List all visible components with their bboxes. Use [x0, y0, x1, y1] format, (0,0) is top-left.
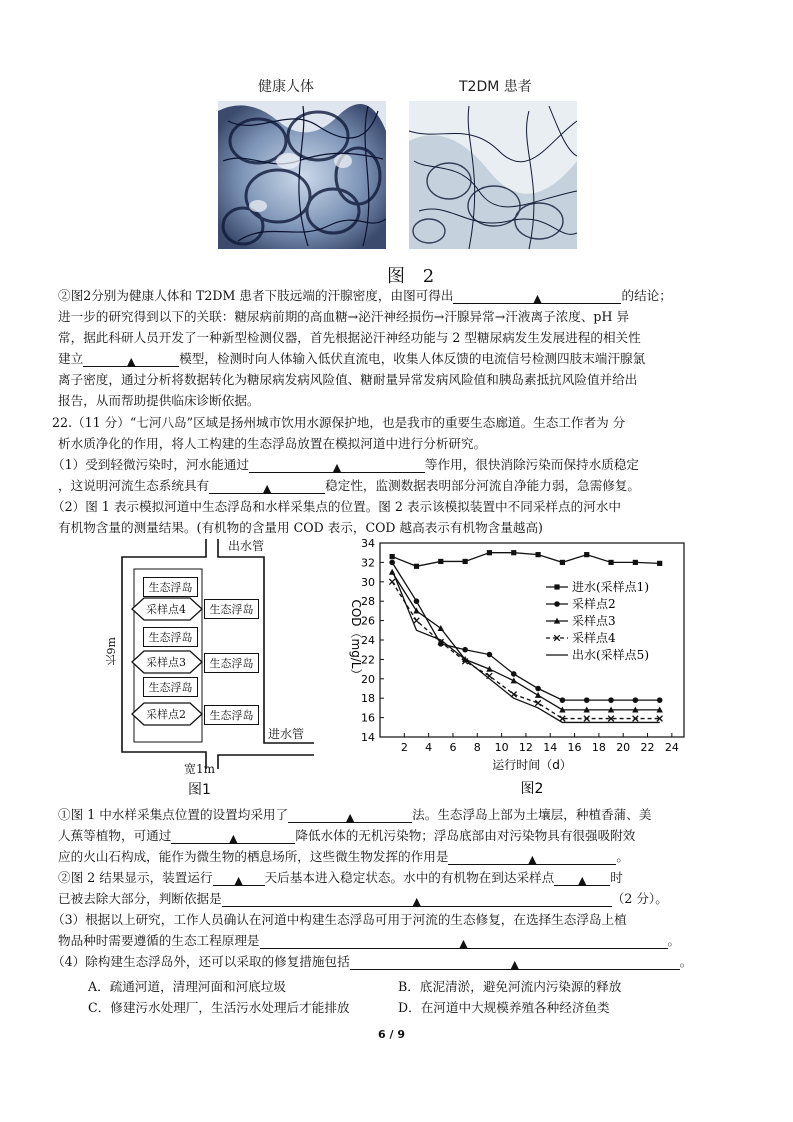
q22-cont-line4: ②图 2 结果显示，装置运行 ▲ 天后基本进入稳定状态。水中的有机物在到达采样点 ▲ 时 [58, 870, 623, 887]
answer-blank-microbe-role[interactable]: ▲ [448, 850, 616, 865]
option-c[interactable]: C．修建污水处理厂，生活污水处理后才能排放 [88, 1000, 350, 1015]
legend-label-2: 采样点2 [572, 597, 616, 611]
legend-label-5: 出水(采样点5) [572, 648, 649, 662]
micrograph-t2dm [409, 101, 577, 249]
cod-line-chart [336, 537, 696, 800]
answer-blank-model[interactable]: ▲ [83, 352, 179, 367]
q22-line4: ，这说明河流生态系统具有 ▲ 稳定性，监测数据表明部分河流自净能力弱，急需修复。 [58, 478, 640, 495]
series-1-point [584, 552, 589, 557]
length-label: 长9m [105, 637, 118, 666]
q22-line2: 析水质净化的作用，将人工构建的生态浮岛放置在模拟河道中进行分析研究。 [58, 436, 487, 451]
q22-cont-line3: 应的火山石构成，能作为微生物的栖息场所，这些微生物发挥的作用是 ▲ 。 [58, 849, 629, 866]
x-tick-label: 22 [640, 741, 655, 754]
series-2-point [560, 697, 566, 703]
legend-label-1: 进水(采样点1) [572, 580, 649, 594]
answer-blank-days[interactable]: ▲ [213, 871, 265, 886]
series-2-point [657, 697, 663, 703]
chart-plot-frame [380, 543, 684, 737]
micrograph-healthy [218, 101, 386, 249]
floating-island-1: 生态浮岛 [143, 577, 198, 597]
outlet-pipe-label: 出水管 [228, 539, 265, 553]
y-tick-label: 32 [361, 556, 375, 570]
floating-island-3: 生态浮岛 [143, 677, 198, 697]
series-2-point [633, 697, 639, 703]
figure2-caption: 图 2 [387, 266, 441, 287]
y-tick-label: 22 [361, 653, 375, 667]
series-1-point [633, 560, 638, 565]
x-tick-label: 12 [518, 741, 533, 754]
diagram-channel [105, 537, 318, 800]
answer-blank-stability[interactable]: ▲ [209, 479, 325, 494]
width-label: 宽1m [184, 762, 216, 776]
series-2-point [584, 697, 590, 703]
series-3-point [438, 625, 444, 631]
y-tick-label: 34 [361, 537, 375, 550]
floating-island-6: 生态浮岛 [204, 705, 259, 725]
y-tick-label: 26 [361, 614, 375, 628]
q22-line5: （2）图 1 表示模拟河道中生态浮岛和水样采集点的位置。图 2 表示该模拟装置中不同采样点的河水中 [52, 499, 621, 514]
y-tick-label: 18 [361, 692, 375, 706]
series-2-point [535, 686, 541, 692]
series-1-point [608, 560, 613, 565]
answer-blank-conclusion[interactable]: ▲ [453, 289, 621, 304]
series-1-point [487, 550, 492, 555]
answer-blank-sample-point[interactable]: ▲ [554, 871, 610, 886]
q21-line4: 建立 ▲ 模型，检测时向人体输入低伏直流电，收集人体反馈的电流信号检测四肢末端汗腺氯 [58, 351, 646, 368]
q22-cont-line5: 已被去除大部分，判断依据是 ▲ （2 分）。 [58, 891, 668, 908]
option-d[interactable]: D．在河道中大规模养殖各种经济鱼类 [398, 1000, 610, 1015]
x-tick-label: 18 [591, 741, 606, 754]
series-2-point [462, 647, 468, 653]
x-tick-label: 16 [567, 741, 582, 754]
q22-line6: 有机物含量的测量结果。(有机物的含量用 COD 表示，COD 越高表示有机物含量越高) [58, 520, 543, 535]
q22-line1: 22.（11 分）“七河八岛”区域是扬州城市饮用水源保护地，也是我市的重要生态廊道。生态工作者为 分 [52, 415, 626, 430]
series-1-point [390, 554, 395, 559]
y-tick-label: 24 [361, 634, 375, 647]
answer-blank-basis[interactable]: ▲ [222, 892, 612, 907]
answer-blank-absorption[interactable]: ▲ [171, 829, 295, 844]
x-tick-label: 24 [664, 741, 679, 754]
answer-blank-self-purification[interactable]: ▲ [249, 458, 425, 473]
x-tick-label: 14 [543, 741, 558, 754]
series-1-point [511, 550, 516, 555]
sample-point-4: 采样点4 [146, 603, 186, 616]
series-1-point [463, 559, 468, 564]
q22-cont-line1: ①图 1 中水样采集点位置的设置均采用了 ▲ 法。生态浮岛上部为土壤层，种植香蒲、美 [58, 807, 652, 824]
series-1-point [657, 561, 662, 566]
floating-island-4: 生态浮岛 [204, 599, 259, 619]
floating-island-5: 生态浮岛 [204, 653, 259, 673]
floating-island-2: 生态浮岛 [143, 627, 198, 647]
q22-cont-line7: 物品种时需要遵循的生态工程原理是 ▲ 。 [58, 933, 681, 950]
q21-line3: 常，据此科研人员开发了一种新型检测仪器，首先根据泌汗神经功能与 2 型糖尿病发生发展进程的相关性 [58, 330, 641, 345]
series-1-point [438, 559, 443, 564]
inlet-pipe-label: 进水管 [268, 727, 305, 741]
series-1-point [535, 552, 540, 557]
legend-marker-1 [554, 584, 559, 589]
series-2-point [389, 560, 395, 566]
series-line-1 [392, 553, 660, 567]
q22-line3: （1）受到轻微污染时，河水能通过 ▲ 等作用，很快消除污染而保持水质稳定 [52, 457, 640, 474]
label-t2dm: T2DM 患者 [459, 79, 532, 95]
series-1-point [560, 560, 565, 565]
answer-blank-sampling-method[interactable]: ▲ [288, 808, 412, 823]
x-tick-label: 8 [473, 741, 481, 754]
page-number: 6 / 9 [378, 1028, 405, 1041]
y-axis-label: COD（mg/L） [349, 599, 363, 681]
y-tick-label: 28 [361, 595, 375, 609]
sample-point-3: 采样点3 [146, 656, 186, 669]
y-tick-label: 14 [361, 731, 375, 744]
option-b[interactable]: B．底泥清淤，避免河流内污染源的释放 [398, 979, 622, 994]
series-2-point [511, 671, 517, 677]
series-2-point [414, 598, 420, 604]
q21-line2: 进一步的研究得到以下的关联：糖尿病前期的高血糖→泌汗神经损伤→汗腺异常→汗液离子浓度、pH 异 [58, 309, 630, 324]
legend-label-3: 采样点3 [572, 614, 616, 628]
y-tick-label: 20 [361, 672, 375, 686]
series-2-point [487, 652, 493, 658]
option-a[interactable]: A．疏通河道，清理河面和河底垃圾 [88, 979, 287, 994]
series-2-point [608, 697, 614, 703]
q21-line6: 报告，从而帮助提供临床诊断依据。 [58, 393, 260, 408]
legend-marker-2 [554, 601, 560, 607]
x-axis-label: 运行时间（d） [492, 758, 572, 772]
q22-cont-line2: 人蕉等植物，可通过 ▲ 降低水体的无机污染物；浮岛底部由对污染物具有很强吸附效 [58, 828, 636, 845]
x-tick-label: 20 [616, 741, 631, 754]
q21-line1: ②图2分别为健康人体和 T2DM 患者下肢远端的汗腺密度，由图可得出 ▲ 的结论； [58, 288, 672, 305]
label-healthy: 健康人体 [258, 79, 314, 95]
legend-label-4: 采样点4 [572, 631, 616, 645]
series-1-point [414, 564, 419, 569]
y-tick-label: 30 [361, 575, 375, 589]
figure1-caption: 图1 [188, 782, 211, 798]
series-3-point [535, 692, 541, 698]
answer-blank-measures[interactable]: ▲ [350, 955, 680, 970]
sample-point-2: 采样点2 [146, 708, 186, 721]
x-tick-label: 4 [425, 741, 433, 754]
x-tick-label: 10 [494, 741, 509, 754]
q22-cont-line8: （4）除构建生态浮岛外，还可以采取的修复措施包括 ▲ 。 [52, 954, 693, 971]
x-tick-label: 6 [449, 741, 457, 754]
x-tick-label: 2 [400, 741, 408, 754]
y-tick-label: 16 [361, 711, 375, 725]
chart-caption: 图2 [520, 781, 544, 797]
q21-line5: 离子密度，通过分析将数据转化为糖尿病发病风险值、糖耐量异常发病风险值和胰岛素抵抗风险值并给出 [58, 372, 638, 387]
answer-blank-principle[interactable]: ▲ [260, 934, 668, 949]
q22-cont-line6: （3）根据以上研究，工作人员确认在河道中构建生态浮岛可用于河流的生态修复，在选择生态浮岛上植 [52, 912, 627, 927]
